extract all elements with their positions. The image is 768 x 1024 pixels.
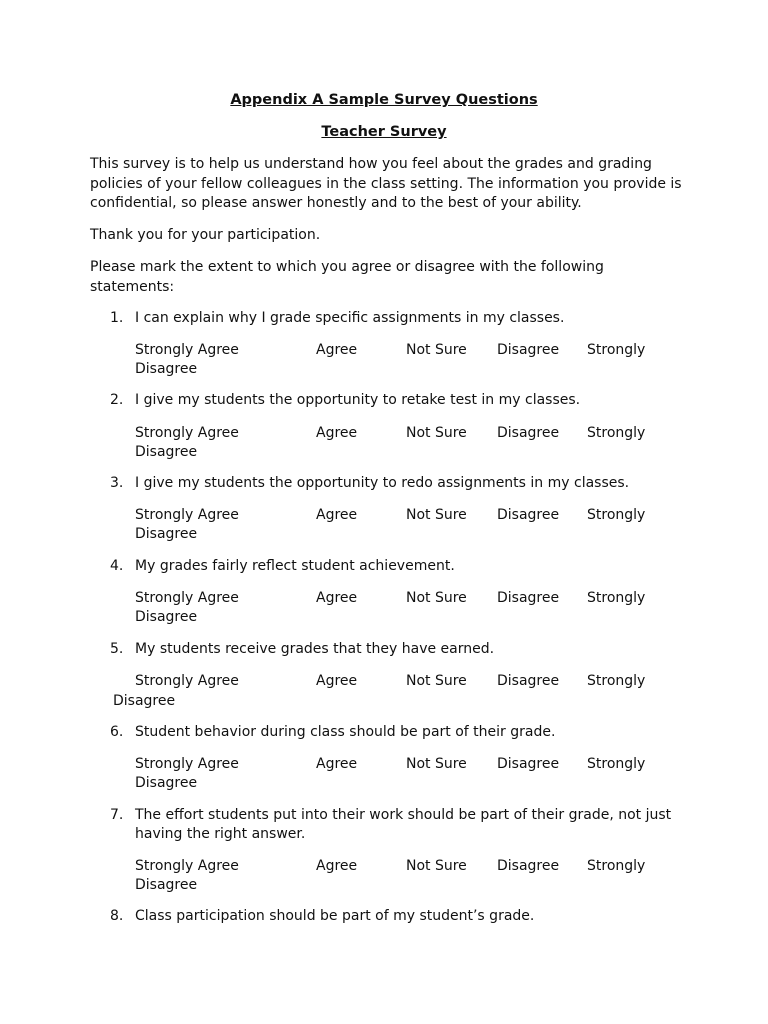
option-agree[interactable]: Agree	[316, 858, 358, 874]
option-agree[interactable]: Agree	[316, 507, 358, 523]
response-scale-5	[0, 672, 768, 712]
option-strongly-agree[interactable]: Strongly Agree	[135, 590, 239, 606]
question-number: 2.	[110, 392, 124, 408]
option-disagree[interactable]: Disagree	[497, 425, 560, 441]
option-not-sure[interactable]: Not Sure	[406, 756, 467, 772]
option-disagree[interactable]: Disagree	[497, 756, 560, 772]
option-agree[interactable]: Agree	[316, 590, 358, 606]
question-number: 7.	[110, 807, 124, 823]
option-strongly-disagree[interactable]: Strongly	[587, 507, 646, 523]
intro-paragraph: This survey is to help us understand how you feel about the grades and grading policies of your fellow colleagues in the class setting. The information you provide is confidential, so please answer honestly and to the best of your ability.	[90, 156, 682, 211]
question-text: I give my students the opportunity to retake test in my classes.	[135, 392, 581, 408]
question-text: My grades fairly reflect student achievement.	[135, 558, 455, 574]
question-number: 6.	[110, 724, 124, 740]
response-scale-7	[0, 857, 768, 897]
option-agree[interactable]: Agree	[316, 673, 358, 689]
option-disagree[interactable]: Disagree	[497, 342, 560, 358]
option-not-sure[interactable]: Not Sure	[406, 342, 467, 358]
option-strongly-agree[interactable]: Strongly Agree	[135, 858, 239, 874]
question-number: 4.	[110, 558, 124, 574]
option-strongly-disagree-wrap[interactable]: Disagree	[135, 361, 198, 377]
option-strongly-agree[interactable]: Strongly Agree	[135, 756, 239, 772]
option-disagree[interactable]: Disagree	[497, 858, 560, 874]
option-strongly-disagree[interactable]: Strongly	[587, 342, 646, 358]
question-text: I give my students the opportunity to redo assignments in my classes.	[135, 475, 630, 491]
option-agree[interactable]: Agree	[316, 342, 358, 358]
instructions-paragraph: Please mark the extent to which you agree or disagree with the following statements:	[90, 259, 604, 295]
option-agree[interactable]: Agree	[316, 756, 358, 772]
question-text: Class participation should be part of my student’s grade.	[135, 908, 535, 924]
option-strongly-disagree-wrap[interactable]: Disagree	[135, 444, 198, 460]
option-strongly-agree[interactable]: Strongly Agree	[135, 342, 239, 358]
option-strongly-disagree[interactable]: Strongly	[587, 756, 646, 772]
option-strongly-disagree[interactable]: Strongly	[587, 858, 646, 874]
option-strongly-agree[interactable]: Strongly Agree	[135, 425, 239, 441]
question-text: The effort students put into their work should be part of their grade, not just having the right answer.	[135, 807, 672, 842]
option-not-sure[interactable]: Not Sure	[406, 425, 467, 441]
option-strongly-disagree[interactable]: Strongly	[587, 590, 646, 606]
option-strongly-disagree-wrap[interactable]: Disagree	[135, 877, 198, 893]
option-not-sure[interactable]: Not Sure	[406, 673, 467, 689]
option-not-sure[interactable]: Not Sure	[406, 507, 467, 523]
document-subtitle: Teacher Survey	[321, 124, 447, 140]
response-scale-3	[0, 506, 768, 546]
response-scale-4	[0, 589, 768, 629]
response-scale-6	[0, 755, 768, 795]
question-text: My students receive grades that they have earned.	[135, 641, 495, 657]
option-not-sure[interactable]: Not Sure	[406, 858, 467, 874]
question-text: I can explain why I grade specific assignments in my classes.	[135, 310, 565, 326]
option-strongly-disagree-wrap[interactable]: Disagree	[135, 775, 198, 791]
option-disagree[interactable]: Disagree	[497, 507, 560, 523]
option-strongly-disagree-wrap[interactable]: Disagree	[113, 693, 176, 709]
option-agree[interactable]: Agree	[316, 425, 358, 441]
question-number: 3.	[110, 475, 124, 491]
option-strongly-disagree-wrap[interactable]: Disagree	[135, 526, 198, 542]
option-disagree[interactable]: Disagree	[497, 590, 560, 606]
question-number: 1.	[110, 310, 124, 326]
option-strongly-disagree[interactable]: Strongly	[587, 673, 646, 689]
response-scale-1	[0, 341, 768, 381]
question-text: Student behavior during class should be part of their grade.	[135, 724, 556, 740]
question-number: 8.	[110, 908, 124, 924]
question-number: 5.	[110, 641, 124, 657]
document-title: Appendix A Sample Survey Questions	[230, 92, 538, 108]
option-disagree[interactable]: Disagree	[497, 673, 560, 689]
thanks-paragraph: Thank you for your participation.	[90, 227, 321, 243]
option-strongly-agree[interactable]: Strongly Agree	[135, 507, 239, 523]
option-not-sure[interactable]: Not Sure	[406, 590, 467, 606]
option-strongly-agree[interactable]: Strongly Agree	[135, 673, 239, 689]
option-strongly-disagree-wrap[interactable]: Disagree	[135, 609, 198, 625]
option-strongly-disagree[interactable]: Strongly	[587, 425, 646, 441]
response-scale-2	[0, 424, 768, 464]
